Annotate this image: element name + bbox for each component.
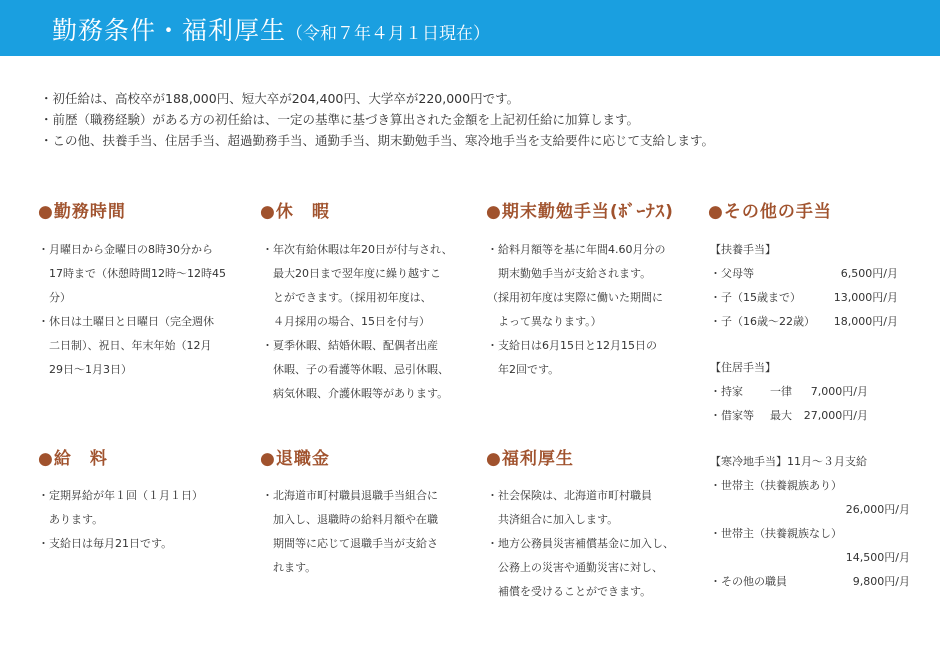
allowance-label: ・子（16歳～22歳） [710,315,815,328]
section-line: 共済組合に加入します。 [487,513,619,526]
section-line: ・支給日は毎月21日です。 [38,537,173,550]
allowance-amount: 14,500円/月 [845,551,910,564]
allowance-row [710,404,915,428]
cold-region-allowance-heading: 【寒冷地手当】11月～３月支給 [710,455,867,468]
allowance-amount: 27,000円/月 [803,409,868,422]
section-line: 期末勤勉手当が支給されます。 [487,267,652,280]
intro-item: ・前歴（職務経験）がある方の初任給は、一定の基準に基づき算出された金額を上記初任給に加算します。 [40,112,640,127]
allowance-amount: 13,000円/月 [833,291,898,304]
allowance-row [710,262,915,286]
allowance-label: ・世帯主（扶養親族なし） [710,527,842,540]
section-line: ４月採用の場合、15日を付与） [262,315,430,328]
section-body-working-hours [38,238,226,382]
section-body-salary [38,484,203,556]
allowance-label: ・持家 [710,385,743,398]
section-line: ・休日は土曜日と日曜日（完全週休 [38,315,214,328]
section-body-bonus [487,238,666,382]
allowance-row [710,380,915,404]
section-line: 加入し、退職時の給料月額や在職 [262,513,438,526]
section-line: 病気休暇、介護休暇等があります。 [262,387,449,400]
intro-list [40,88,920,151]
allowance-label: ・その他の職員 [710,575,787,588]
page-title [52,11,490,47]
allowance-label: ・子（15歳まで） [710,291,801,304]
section-title-salary: ●給 料 [38,449,108,469]
housing-allowance-heading: 【住居手当】 [710,361,776,374]
section-line: とができます。（採用初年度は、 [262,291,432,304]
dependent-allowance-heading: 【扶養手当】 [710,243,776,256]
section-line: ・年次有給休暇は年20日が付与され、 [262,243,453,256]
section-body-welfare [487,484,674,604]
section-body-leave [262,238,453,406]
section-line: ・定期昇給が年１回（１月１日） [38,489,203,502]
section-title-retirement: ●退職金 [260,449,330,469]
section-line: 最大20日まで翌年度に繰り越すこ [262,267,441,280]
section-line: ・地方公務員災害補償基金に加入し、 [487,537,674,550]
allowance-row [710,286,915,310]
section-line: 休暇、子の看護等休暇、忌引休暇、 [262,363,449,376]
allowance-kind: 一律 [770,385,792,398]
allowance-amount: 26,000円/月 [845,503,910,516]
section-body-other-allowances [710,238,915,594]
section-body-retirement [262,484,438,580]
page-header [0,0,940,56]
allowance-row [710,310,915,334]
section-line: れます。 [262,561,317,574]
allowance-amount: 7,000円/月 [810,385,868,398]
allowance-label: ・世帯主（扶養親族あり） [710,479,842,492]
section-line: （採用初年度は実際に働いた期間に [487,291,663,304]
as-of-date: （令和７年４月１日現在） [286,24,491,44]
section-line: あります。 [38,513,104,526]
allowance-amount: 9,800円/月 [852,575,910,588]
section-line: ・給料月額等を基に年間4.60月分の [487,243,666,256]
allowance-row [710,570,915,594]
allowance-amount: 6,500円/月 [840,267,898,280]
section-line: ・社会保険は、北海道市町村職員 [487,489,652,502]
allowance-label: ・父母等 [710,267,754,280]
intro-item: ・この他、扶養手当、住居手当、超過勤務手当、通勤手当、期末勤勉手当、寒冷地手当を支給要件に応じて支給します。 [40,133,715,148]
section-line: ・支給日は6月15日と12月15日の [487,339,657,352]
section-line: 補償を受けることができます。 [487,585,652,598]
section-title-working-hours: ●勤務時間 [38,202,126,222]
page-title-text: 勤務条件・福利厚生 [52,16,287,45]
section-title-other-allowances: ●その他の手当 [708,202,832,222]
allowance-kind: 最大 [770,409,792,422]
section-line: ・月曜日から金曜日の8時30分から [38,243,213,256]
section-line: 公務上の災害や通勤災害に対し、 [487,561,663,574]
section-title-bonus: ●期末勤勉手当(ﾎﾞｰﾅｽ) [486,202,674,222]
intro-item: ・初任給は、高校卒が188,000円、短大卒が204,400円、大学卒が220,000円です。 [40,91,520,106]
section-line: 分） [38,291,71,304]
section-line: 17時まで（休憩時間12時～12時45 [38,267,226,280]
section-title-leave: ●休 暇 [260,202,330,222]
section-line: 29日～1月3日） [38,363,132,376]
section-line: 年2回です。 [487,363,560,376]
section-line: ・北海道市町村職員退職手当組合に [262,489,438,502]
section-line: 期間等に応じて退職手当が支給さ [262,537,438,550]
section-line: よって異なります。） [487,315,602,328]
section-line: 二日制）、祝日、年末年始（12月 [38,339,212,352]
allowance-amount: 18,000円/月 [833,315,898,328]
allowance-label: ・借家等 [710,409,754,422]
section-title-welfare: ●福利厚生 [486,449,574,469]
section-line: ・夏季休暇、結婚休暇、配偶者出産 [262,339,438,352]
